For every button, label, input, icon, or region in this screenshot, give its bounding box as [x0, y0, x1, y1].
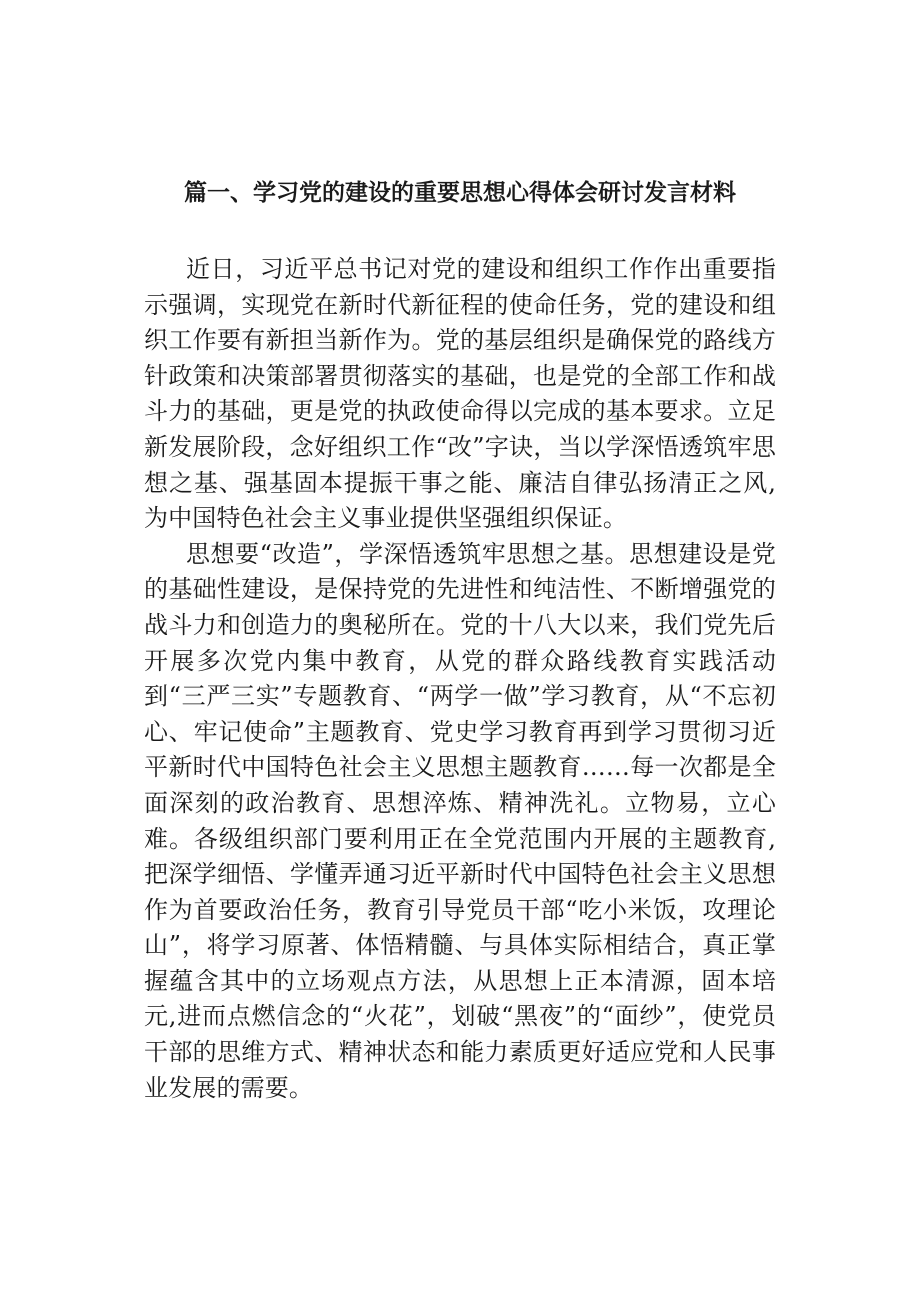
paragraph-thought-reform: 思想要“改造”，学深悟透筑牢思想之基。思想建设是党的基础性建设，是保持党的先进性和纯洁性、不断增强党的战斗力和创造力的奥秘所在。党的十八大以来，我们党先后开展多次党内集中教育，从党的群众路线教育实践活动到“三严三实”专题教育、“两学一做”学习教育，从“不忘初心、牢记使命”主题教育、党史学习教育再到学习贯彻习近平新时代中国特色社会主义思想主题教育……每一次都是全面深刻的政治教育、思想淬炼、精神洗礼。立物易，立心难。各级组织部门要利用正在全党范围内开展的主题教育,把深学细悟、学懂弄通习近平新时代中国特色社会主义思想作为首要政治任务，教育引导党员干部“吃小米饭，攻理论山”，将学习原著、体悟精髓、与具体实际相结合，真正掌握蕴含其中的立场观点方法，从思想上正本清源，固本培元,进而点燃信念的“火花”，划破“黑夜”的“面纱”，使党员干部的思维方式、精神状态和能力素质更好适应党和人民事业发展的需要。	[144, 539, 776, 1102]
document-title: 篇一、学习党的建设的重要思想心得体会研讨发言材料	[184, 180, 736, 206]
document-body	[144, 252, 776, 1106]
paragraph-intro: 近日，习近平总书记对党的建设和组织工作作出重要指示强调，实现党在新时代新征程的使命任务，党的建设和组织工作要有新担当新作为。党的基层组织是确保党的路线方针政策和决策部署贯彻落实的基础，也是党的全部工作和战斗力的基础，更是党的执政使命得以完成的基本要求。立足新发展阶段，念好组织工作“改”字诀，当以学深悟透筑牢思想之基、强基固本提振干事之能、廉洁自律弘扬清正之风,为中国特色社会主义事业提供坚强组织保证。	[144, 255, 776, 533]
